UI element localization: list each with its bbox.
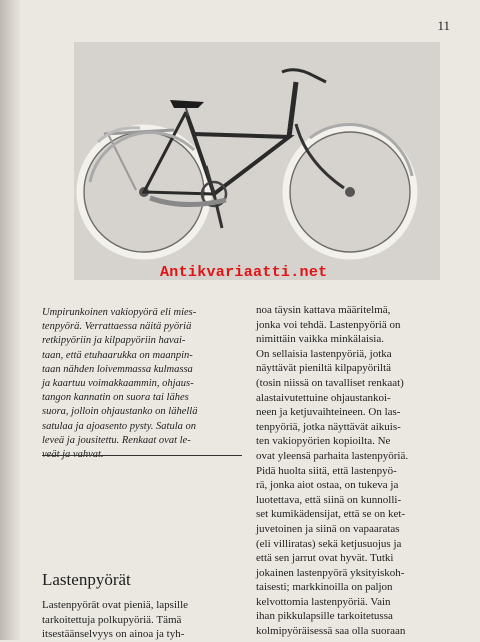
text-line: Lastenpyörät ovat pieniä, lapsille xyxy=(42,599,189,611)
text-line: ihan pikkulapsille tarkoitetussa xyxy=(256,610,393,623)
text-line: (tosin niissä on tavalliset renkaat) xyxy=(256,376,404,389)
text-line: On sellaisia lastenpyöriä, jotka xyxy=(256,347,392,360)
text-line: luotettava, että siinä on kunnolli- xyxy=(256,493,402,506)
body-text-left-column xyxy=(42,598,247,642)
text-line: tarkoitettuja polkupyöriä. Tämä xyxy=(42,613,182,626)
text-line: (eli villiratas) sekä ketjusuojus ja xyxy=(256,537,402,550)
section-heading: Lastenpyörät xyxy=(42,570,131,589)
body-text-right-column xyxy=(256,303,456,639)
book-gutter-shadow xyxy=(0,0,20,640)
text-line: alastaivutettuine ohjaustankoi- xyxy=(256,391,391,404)
caption-line: leveä ja jousitettu. Renkaat ovat le- xyxy=(42,434,191,446)
caption-line: taan, että etuhaarukka on maanpin- xyxy=(42,349,193,361)
text-line: jokainen lastenpyörä yksityiskoh- xyxy=(256,566,405,579)
text-line: ovat yleensä parhaita lastenpyöriä. xyxy=(256,449,409,462)
caption-divider xyxy=(42,455,242,456)
text-line: näyttävät pieniltä kilpapyöriltä xyxy=(256,362,392,375)
text-line: rä, jonka aiot ostaa, on tukeva ja xyxy=(256,479,399,492)
text-line: Pidä huolta siitä, että lastenpyö- xyxy=(256,464,397,477)
text-line: ten vakiopyörien kopioilta. Ne xyxy=(256,435,391,448)
text-line: että sen jarrut ovat hyvät. Tutki xyxy=(256,552,394,565)
text-line: taisesti; markkinoilla on paljon xyxy=(256,581,393,594)
text-line: neen ja ketjuvaihteineen. On las- xyxy=(256,406,401,419)
caption-line: retkipyöriin ja kilpapyöriin havai- xyxy=(42,335,186,347)
text-line: jonka voi tehdä. Lastenpyöriä on xyxy=(256,318,401,331)
caption-line: tenpyörä. Verrattaessa näitä pyöriä xyxy=(42,321,192,333)
caption-line: ja kaartuu voimakkaammin, ohjaus- xyxy=(42,378,194,390)
caption-line: Umpirunkoinen vakiopyörä eli mies- xyxy=(42,307,197,318)
text-line: juvetoinen ja siinä on vapaaratas xyxy=(256,522,400,535)
text-line: kolmipyöräisessä saa olla suoraan xyxy=(256,625,406,638)
caption-line: suora, jolloin ohjaustanko on lähellä xyxy=(42,406,198,418)
text-line: tenpyöriä, jotka näyttävät aikuis- xyxy=(256,420,401,433)
bicycle-photo xyxy=(74,42,440,280)
text-line: itsestäänselvyys on ainoa ja tyh- xyxy=(42,628,185,641)
photo-caption xyxy=(42,306,242,462)
caption-line: tangon kannatin on suora tai lähes xyxy=(42,392,189,404)
page-number: 11 xyxy=(437,18,450,33)
text-line: noa täysin kattava määritelmä, xyxy=(256,304,391,316)
text-line: nimittäin vaikka minkälaisia. xyxy=(256,333,384,346)
watermark: Antikvariaatti.net xyxy=(160,264,328,281)
caption-line: satulaa ja ajoasento pysty. Satula on xyxy=(42,420,196,432)
caption-line: taan nähden loivemmassa kulmassa xyxy=(42,363,193,375)
text-line: set kumikädensijat, että se on ket- xyxy=(256,508,406,521)
text-line: kelvottomia lastenpyöriä. Vain xyxy=(256,595,391,608)
